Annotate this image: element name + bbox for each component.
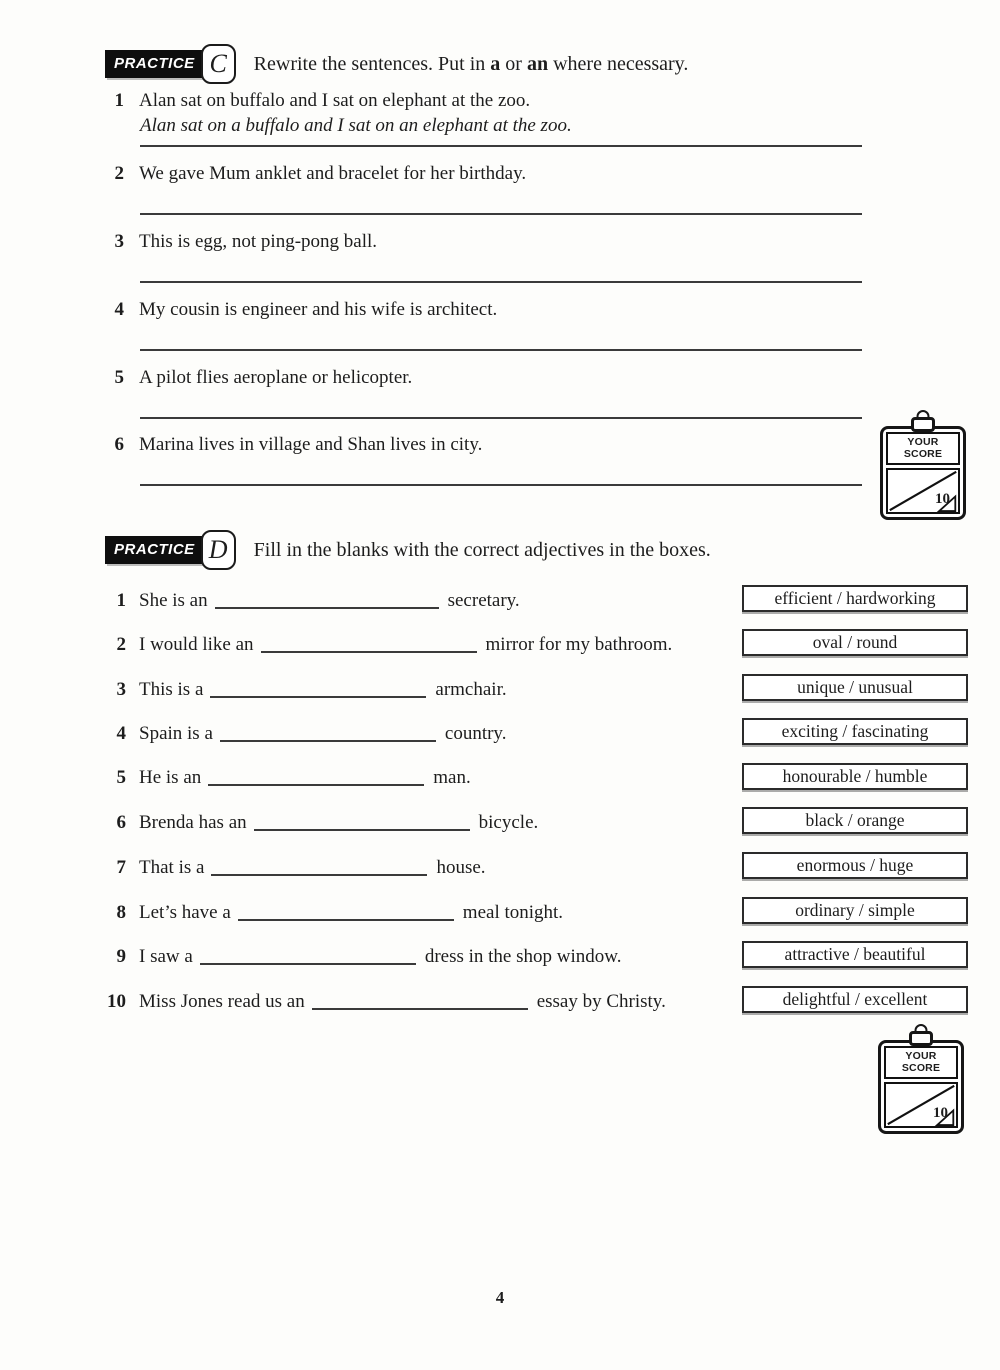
option-label: exciting / fascinating	[781, 721, 929, 741]
sentence-before-blank: She is an	[139, 590, 208, 611]
item-number: 3	[116, 679, 126, 700]
option-box	[742, 941, 968, 968]
option-label: attractive / beautiful	[784, 944, 926, 964]
exercise-item	[98, 809, 538, 834]
item-sentence: This is egg, not ping-pong ball.	[139, 231, 378, 252]
item-number: 2	[114, 163, 124, 184]
exercise-item	[98, 899, 563, 924]
sentence-after-blank: meal tonight.	[462, 902, 564, 923]
sentence-after-blank: secretary.	[447, 590, 520, 611]
option-label: unique / unusual	[797, 677, 913, 697]
answer-text: Alan sat on a buffalo and I sat on an elephant at the zoo.	[140, 115, 572, 136]
clipboard-clip-icon	[909, 1031, 933, 1046]
sentence-after-blank: essay by Christy.	[536, 991, 666, 1012]
exercise-item	[98, 631, 672, 656]
sentence-before-blank: Brenda has an	[139, 812, 247, 833]
exercise-item	[98, 988, 666, 1013]
sentence-before-blank: I would like an	[139, 634, 254, 655]
sentence-before-blank: Let’s have a	[139, 902, 231, 923]
option-box	[742, 629, 968, 656]
fill-blank	[215, 590, 439, 609]
exercise-item	[106, 299, 497, 321]
option-box	[742, 763, 968, 790]
item-number: 6	[116, 812, 126, 833]
item-number: 9	[116, 946, 126, 967]
sentence-before-blank: That is a	[139, 857, 205, 878]
practice-badge: PRACTICE	[105, 536, 206, 564]
option-label: black / orange	[805, 810, 905, 830]
practice-letter-box: C	[201, 44, 236, 84]
item-number: 6	[114, 434, 124, 455]
practice-c-instruction	[254, 53, 689, 76]
item-number: 8	[116, 902, 126, 923]
answer-line	[140, 417, 862, 419]
item-number: 5	[116, 767, 126, 788]
item-number: 1	[114, 90, 124, 111]
fill-blank	[208, 767, 424, 786]
instruction-bold-an: an	[526, 52, 549, 75]
option-label: enormous / huge	[796, 855, 914, 875]
item-sentence: We gave Mum anklet and bracelet for her birthday.	[139, 163, 527, 184]
sentence-after-blank: house.	[436, 857, 486, 878]
exercise-item	[106, 90, 530, 112]
option-box	[742, 897, 968, 924]
answer-line	[140, 484, 862, 486]
sentence-after-blank: mirror for my bathroom.	[485, 634, 673, 655]
exercise-item	[106, 163, 526, 185]
practice-d-instruction: Fill in the blanks with the correct adjectives in the boxes.	[253, 538, 711, 561]
practice-d-header	[105, 530, 711, 570]
item-number: 10	[107, 991, 126, 1012]
option-box	[742, 718, 968, 745]
option-box	[742, 585, 968, 612]
score-title: YOUR SCORE	[886, 432, 960, 465]
sentence-before-blank: I saw a	[139, 946, 193, 967]
fill-blank	[211, 857, 427, 876]
instruction-text: Rewrite the sentences. Put in	[253, 52, 491, 75]
option-box	[742, 852, 968, 879]
fill-blank	[200, 946, 416, 965]
instruction-text: where necessary.	[548, 52, 689, 75]
item-number: 5	[114, 367, 124, 388]
option-box	[742, 807, 968, 834]
option-label: honourable / humble	[782, 766, 928, 786]
fill-blank	[238, 902, 454, 921]
sentence-before-blank: Spain is a	[139, 723, 213, 744]
item-sentence: A pilot flies aeroplane or helicopter.	[139, 367, 413, 388]
option-box	[742, 986, 968, 1013]
exercise-item	[98, 587, 520, 612]
score-body	[884, 1082, 958, 1128]
option-label: oval / round	[812, 632, 898, 652]
item-number: 1	[116, 590, 126, 611]
item-number: 3	[114, 231, 124, 252]
fill-blank	[261, 634, 477, 653]
fill-blank	[210, 679, 426, 698]
option-label: delightful / excellent	[782, 989, 928, 1009]
item-number: 7	[116, 857, 126, 878]
answer-line	[140, 281, 862, 283]
exercise-item	[106, 367, 412, 389]
item-sentence: Marina lives in village and Shan lives in city.	[139, 434, 483, 455]
exercise-item	[98, 676, 507, 701]
sentence-before-blank: Miss Jones read us an	[139, 991, 305, 1012]
exercise-item	[98, 720, 506, 745]
sentence-after-blank: bicycle.	[478, 812, 539, 833]
score-box	[880, 426, 966, 520]
sentence-after-blank: man.	[433, 767, 471, 788]
sentence-before-blank: He is an	[139, 767, 202, 788]
clipboard-clip-icon	[911, 417, 935, 432]
answer-line	[140, 145, 862, 147]
practice-badge: PRACTICE	[105, 50, 206, 78]
exercise-item	[106, 434, 482, 456]
exercise-item	[98, 943, 621, 968]
item-number: 2	[116, 634, 126, 655]
item-sentence: My cousin is engineer and his wife is architect.	[139, 299, 498, 320]
fill-blank	[220, 723, 436, 742]
exercise-item	[98, 764, 471, 789]
option-label: efficient / hardworking	[774, 588, 936, 608]
item-number: 4	[116, 723, 126, 744]
answer-line	[140, 213, 862, 215]
exercise-item	[106, 231, 377, 253]
sentence-after-blank: armchair.	[435, 679, 507, 700]
instruction-text: or	[500, 52, 527, 75]
item-number: 4	[114, 299, 124, 320]
instruction-bold-a: a	[490, 52, 501, 75]
exercise-item	[98, 854, 486, 879]
option-label: ordinary / simple	[795, 900, 915, 920]
fill-blank	[254, 812, 470, 831]
score-value: 10	[933, 1105, 948, 1121]
practice-c-header	[105, 44, 688, 84]
sentence-before-blank: This is a	[139, 679, 204, 700]
sentence-after-blank: dress in the shop window.	[424, 946, 622, 967]
item-sentence: Alan sat on buffalo and I sat on elephant at the zoo.	[139, 90, 531, 111]
score-title: YOUR SCORE	[884, 1046, 958, 1079]
page-number: 4	[495, 1288, 505, 1307]
score-body	[886, 468, 960, 514]
answer-line	[140, 349, 862, 351]
score-value: 10	[935, 491, 950, 507]
fill-blank	[312, 991, 528, 1010]
score-box	[878, 1040, 964, 1134]
sentence-after-blank: country.	[444, 723, 507, 744]
option-box	[742, 674, 968, 701]
practice-letter-box: D	[201, 530, 236, 570]
